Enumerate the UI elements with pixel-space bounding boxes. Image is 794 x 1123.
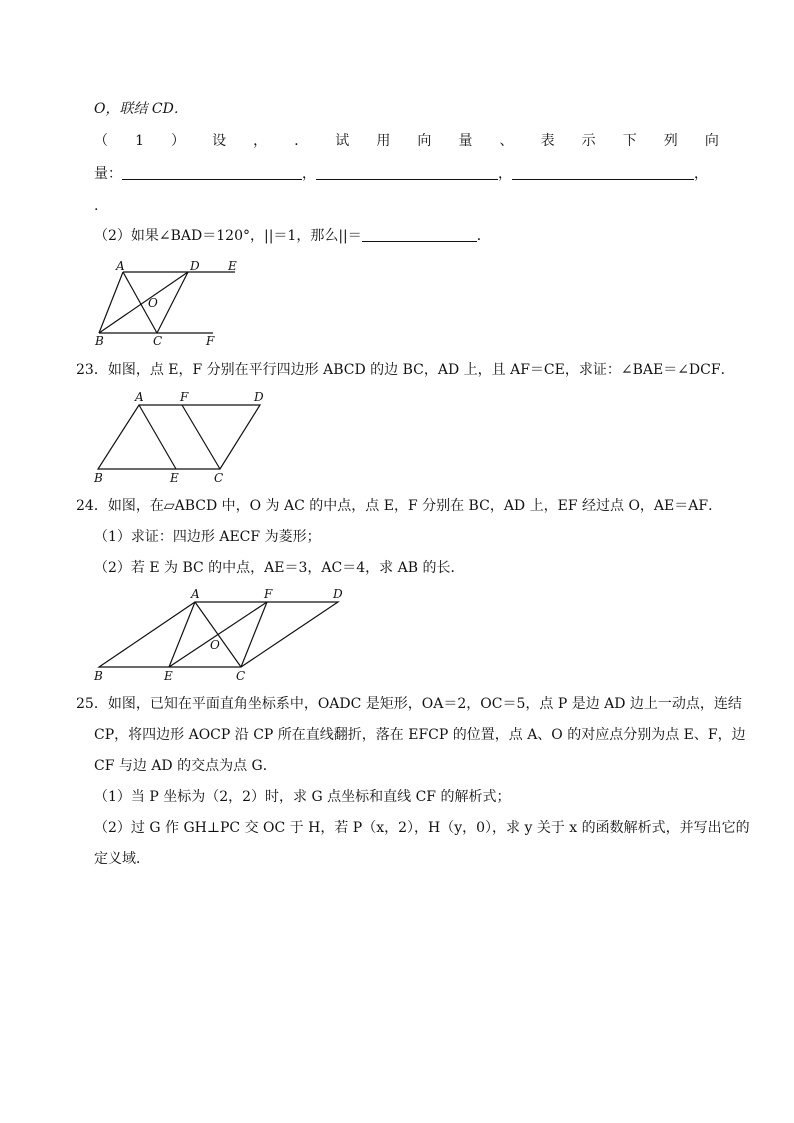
char: 向 bbox=[704, 133, 719, 149]
q25-line1: 25．如图，已知在平面直角坐标系中，OADC 是矩形，OA＝2，OC＝5，点 P 是边 AD 边上一动点，连结 bbox=[76, 696, 742, 712]
label-F: F bbox=[180, 390, 189, 404]
label-O: O bbox=[210, 638, 220, 652]
q22-part1-blanks: 量： ， ， ， bbox=[94, 166, 708, 182]
char: 试 bbox=[335, 133, 350, 149]
label-D: D bbox=[190, 259, 200, 273]
char: 向 bbox=[417, 133, 432, 149]
char: 量 bbox=[458, 133, 473, 149]
label-B: B bbox=[94, 669, 103, 683]
label-D: D bbox=[333, 587, 343, 601]
label-B: B bbox=[95, 334, 104, 348]
label-A: A bbox=[191, 587, 200, 601]
q22-continuation: O，联结 CD． bbox=[94, 101, 188, 117]
label-A: A bbox=[116, 259, 125, 273]
label-C: C bbox=[236, 669, 246, 683]
label-C: C bbox=[214, 471, 224, 485]
char: ， bbox=[253, 133, 268, 149]
char: 1 bbox=[135, 133, 144, 149]
q25-part1: （1）当 P 坐标为（2，2）时，求 G 点坐标和直线 CF 的解析式； bbox=[94, 789, 511, 805]
q24-part2: （2）若 E 为 BC 的中点，AE＝3，AC＝4，求 AB 的长． bbox=[94, 560, 465, 576]
label-E: E bbox=[164, 669, 173, 683]
q25-line2: CP，将四边形 AOCP 沿 CP 所在直线翻折，落在 EFCP 的位置，点 A、O 的对应点分别为点 E、F，边 bbox=[94, 727, 746, 743]
label-E: E bbox=[170, 471, 179, 485]
char: ． bbox=[294, 133, 309, 149]
label-E: E bbox=[228, 259, 237, 273]
line-AE bbox=[169, 602, 195, 667]
label-A: A bbox=[135, 390, 144, 404]
line-EF bbox=[169, 602, 267, 667]
label-C: C bbox=[153, 334, 163, 348]
line-FC bbox=[241, 602, 267, 667]
q22-dot-line: . bbox=[94, 198, 99, 214]
q24-part1: （1）求证：四边形 AECF 为菱形； bbox=[94, 529, 321, 545]
char: 列 bbox=[663, 133, 678, 149]
label-F: F bbox=[264, 587, 273, 601]
label-B: B bbox=[94, 471, 103, 485]
char: （ bbox=[94, 133, 108, 149]
label-D: D bbox=[254, 390, 264, 404]
q23-text: 23．如图，点 E，F 分别在平行四边形 ABCD 的边 BC，AD 上，且 AF＝CE，求证：∠BAE＝∠DCF． bbox=[76, 362, 735, 378]
char: 用 bbox=[376, 133, 391, 149]
char: 表 bbox=[540, 133, 555, 149]
char: 下 bbox=[622, 133, 637, 149]
q25-part2-cont: 定义域． bbox=[94, 851, 150, 867]
char: 、 bbox=[499, 133, 514, 149]
char: 设 bbox=[212, 133, 227, 149]
label-O: O bbox=[148, 296, 158, 310]
q25-part2: （2）过 G 作 GH⊥PC 交 OC 于 H，若 P（x，2），H（y，0），求 y 关于 x 的函数解析式，并写出它的 bbox=[94, 820, 750, 836]
label-F: F bbox=[206, 334, 215, 348]
char: ） bbox=[171, 133, 186, 149]
char: 示 bbox=[581, 133, 596, 149]
q25-line3: CF 与边 AD 的交点为点 G． bbox=[94, 758, 277, 774]
q24-text: 24．如图，在▱ABCD 中，O 为 AC 的中点，点 E，F 分别在 BC，AD 上，EF 经过点 O，AE＝AF． bbox=[76, 498, 723, 514]
q22-part2: （2）如果∠BAD＝120°，||＝1，那么||＝ ． bbox=[94, 228, 491, 244]
